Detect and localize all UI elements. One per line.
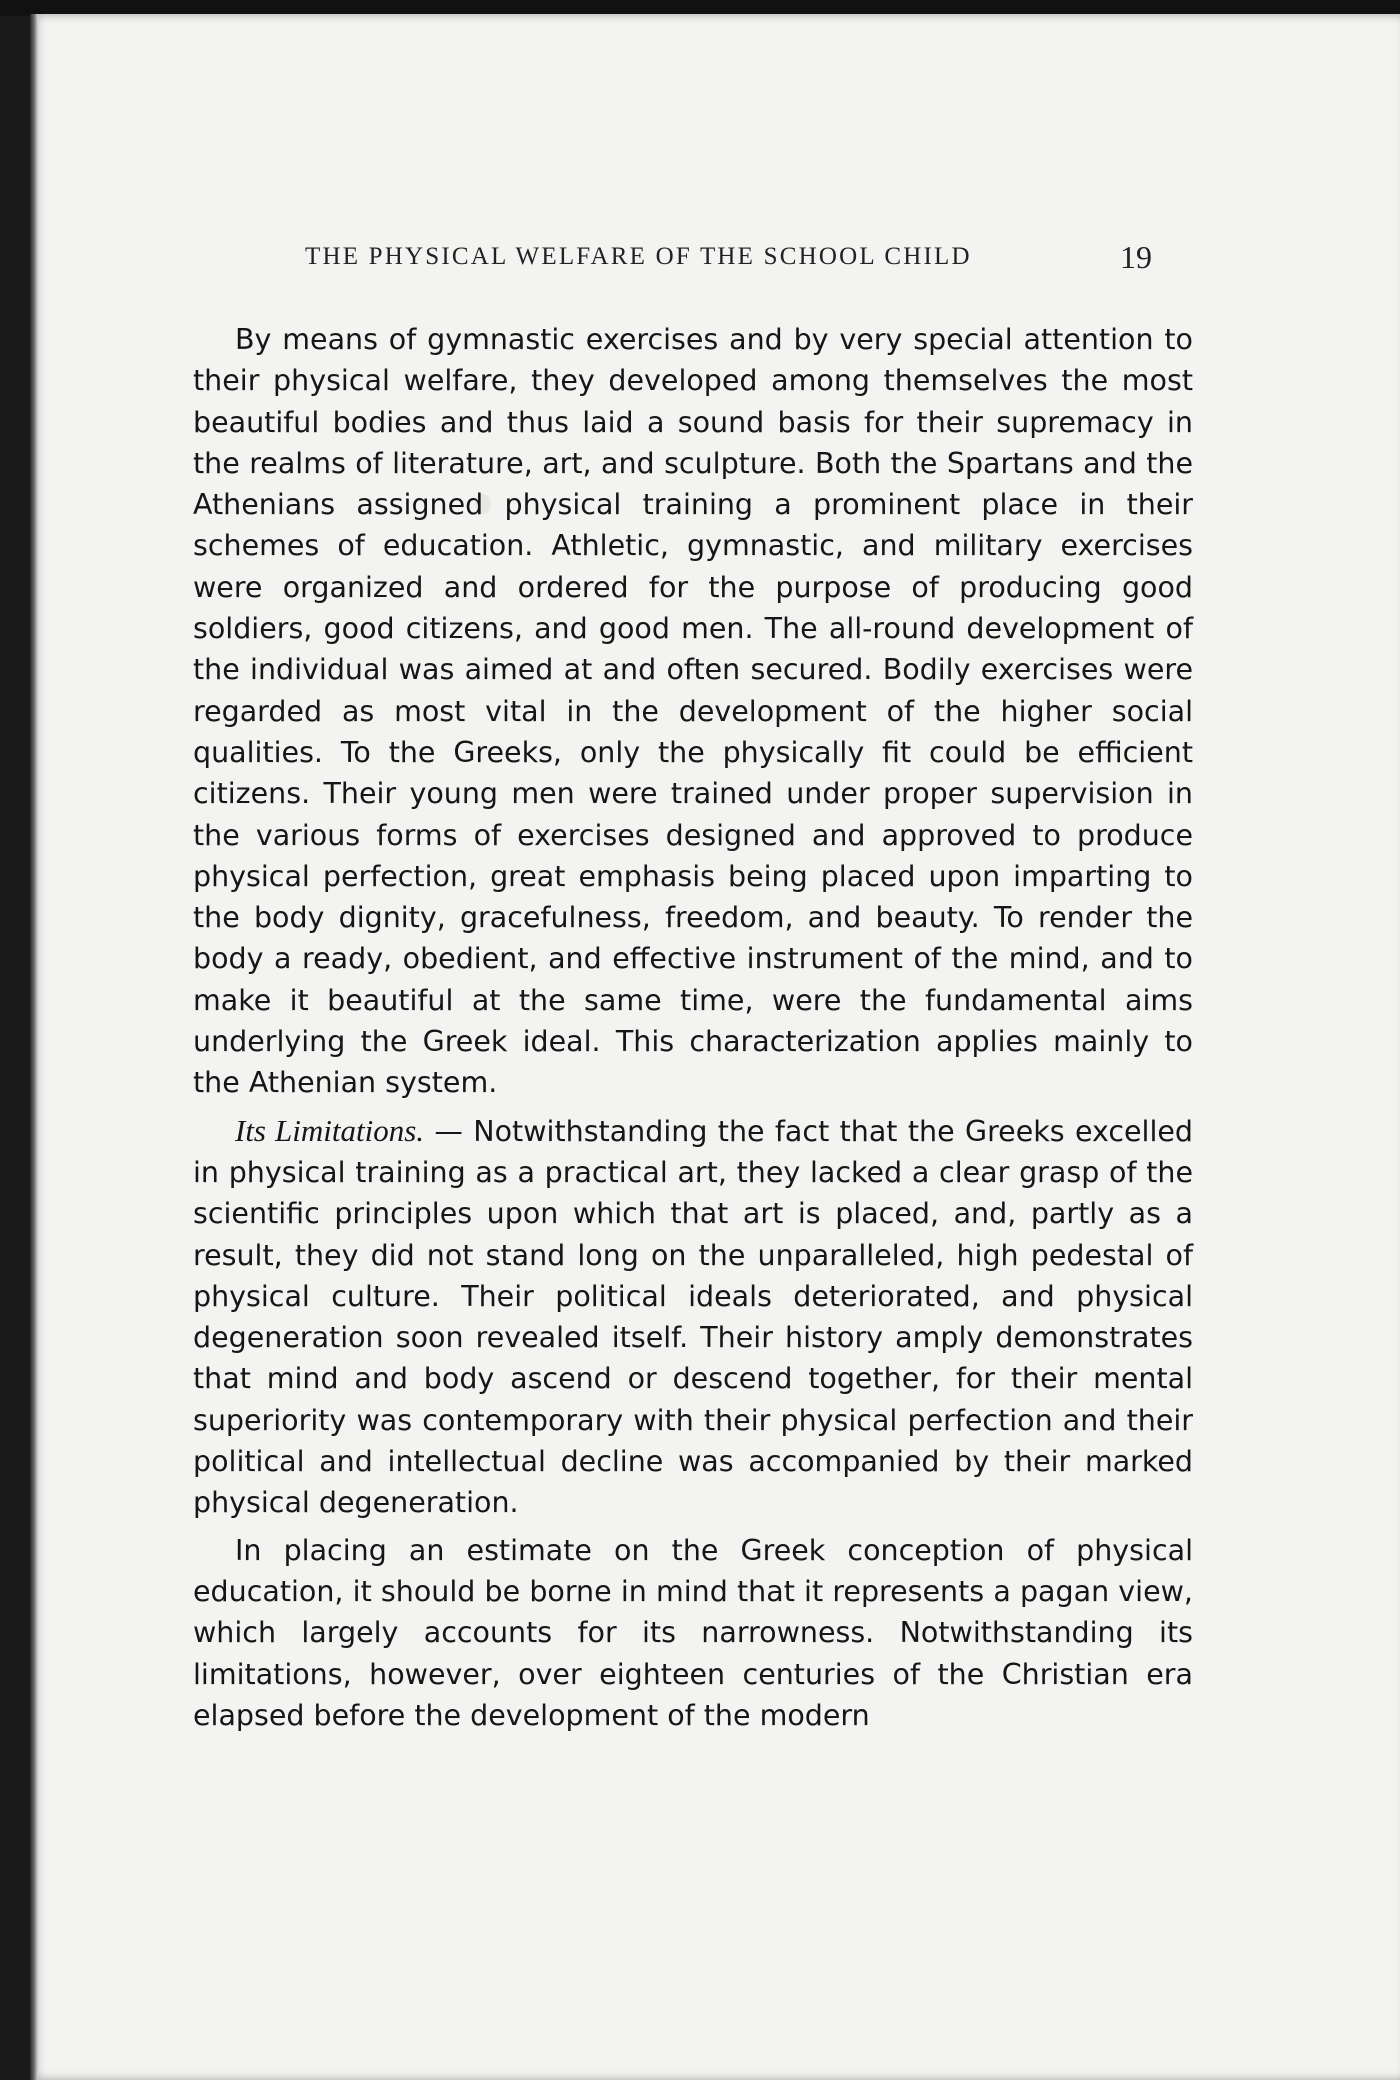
paragraph-3: In placing an estimate on the Greek conception of physical education, it should be borne in mind that it represents a pagan view, which largely accounts for its narrowness. Notwithstanding its limitations, however, over eighteen centuries of the Christian era elapsed before the development of the modern	[193, 1533, 1193, 1732]
page-number: 19	[1120, 239, 1152, 275]
body-text	[193, 319, 1193, 1736]
section-title: Its Limitations.	[235, 1112, 425, 1148]
section-lead: Notwithstanding the fact that the	[473, 1114, 955, 1148]
running-head: THE PHYSICAL WELFARE OF THE SCHOOL CHILD	[305, 243, 972, 270]
section-dash: —	[424, 1114, 474, 1148]
paragraph-2-text: Greeks excelled in physical training as a practical art, they lacked a clear grasp of the scientific principles upon which that art is placed, and, partly as a result, they did not stand long on the unparalleled, high pedestal of physical culture. Their political ideals deteriorated, and physical degeneration soon revealed itself. Their history amply demonstrates that mind and body ascend or descend together, for their mental superiority was contemporary with their physical perfection and their political and intellectual decline was accompanied by their marked physical degeneration.	[193, 1114, 1194, 1520]
paragraph-2	[193, 1110, 1193, 1524]
paragraph-1: By means of gymnastic exercises and by very special attention to their physical welfare, they developed among themselves the most beautiful bodies and thus laid a sound basis for their supremacy in the realms of literature, art, and sculpture. Both the Spartans and the Athenians assigned physical training a prominent place in their schemes of education. Athletic, gymnastic, and military exercises were organized and ordered for the purpose of producing good soldiers, good citizens, and good men. The all-round development of the individual was aimed at and often secured. Bodily exercises were regarded as most vital in the development of the higher social qualities. To the Greeks, only the physically fit could be efficient citizens. Their young men were trained under proper supervision in the various forms of exercises designed and approved to produce physical perfection, great emphasis being placed upon imparting to the body dignity, gracefulness, freedom, and beauty. To render the body a ready, obedient, and effective instrument of the mind, and to make it beautiful at the same time, were the fundamental aims underlying the Greek ideal. This characterization applies mainly to the Athenian system.	[193, 323, 1193, 1100]
page-gutter	[30, 14, 38, 2080]
book-page	[30, 14, 1400, 2080]
